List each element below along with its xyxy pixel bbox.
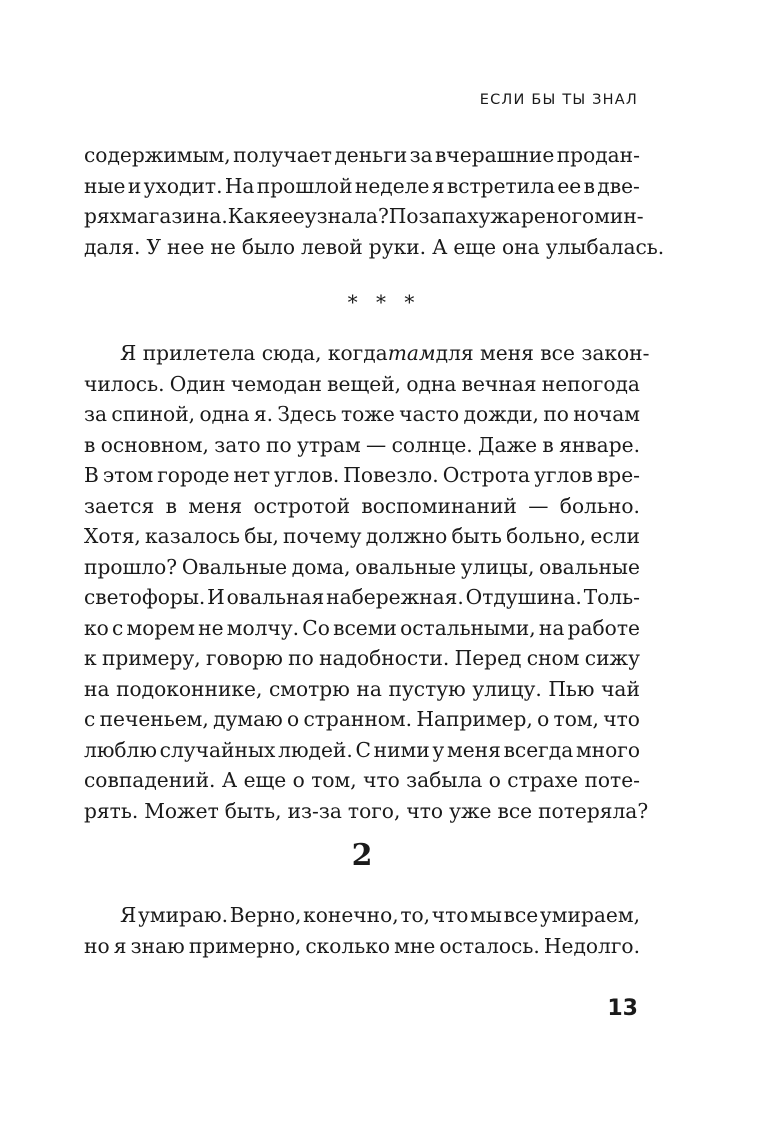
word: на — [84, 676, 110, 701]
text-line — [84, 232, 665, 263]
word: еще — [243, 768, 287, 792]
word: содержимым, — [84, 143, 231, 167]
word: По — [388, 204, 419, 228]
word: надобности. — [319, 646, 450, 670]
word: еще — [453, 234, 497, 259]
word: случайных — [159, 737, 276, 762]
word: я — [431, 173, 445, 198]
word: ко — [84, 615, 109, 640]
word: что — [431, 903, 469, 927]
word: мин- — [594, 204, 644, 228]
word: Может — [144, 798, 219, 823]
text-line — [84, 369, 640, 400]
word: потеряла? — [538, 798, 649, 823]
word: руки. — [368, 234, 427, 259]
word: сколько — [305, 933, 391, 958]
word: зато — [214, 432, 261, 457]
word: думаю — [213, 707, 283, 731]
word: одна — [406, 371, 457, 396]
word: за — [409, 143, 433, 167]
word: того, — [347, 798, 401, 823]
text-line — [84, 552, 640, 583]
word: к — [84, 646, 97, 670]
word: примеру, — [101, 646, 201, 670]
word: казалось — [145, 524, 241, 548]
word: нет — [233, 463, 270, 487]
word: Овальные — [181, 554, 288, 579]
word: всегда — [503, 737, 574, 762]
word: тоже — [340, 402, 395, 426]
word: чемодан — [230, 371, 322, 396]
word: остальными, — [400, 615, 536, 640]
word: нее — [167, 234, 205, 259]
running-header: ЕСЛИ БЫ ТЫ ЗНАЛ — [479, 92, 638, 108]
text-line — [84, 796, 649, 827]
word: Толь- — [583, 585, 640, 609]
word: всеми — [333, 615, 397, 640]
text-line — [84, 900, 640, 931]
text-line — [84, 338, 650, 369]
word: На — [224, 173, 255, 198]
word: поте- — [584, 768, 640, 792]
word: если — [590, 524, 640, 548]
word: встретила — [446, 173, 556, 198]
word: мы — [470, 903, 502, 927]
word: рях — [84, 204, 122, 228]
word: дожди, — [463, 402, 539, 426]
word: в — [583, 173, 595, 198]
word: городе — [157, 463, 230, 487]
word: подоконнике, — [116, 676, 263, 701]
word: спиной, — [111, 402, 196, 426]
word: я — [268, 204, 281, 228]
section-separator: * * * — [347, 290, 421, 314]
word: ночам — [573, 402, 640, 426]
word: о — [537, 707, 550, 731]
word: сижу — [584, 646, 640, 670]
word: даля. — [84, 234, 141, 259]
word: вечная — [461, 371, 537, 396]
word: В — [84, 463, 99, 487]
word: конечно, — [303, 903, 399, 927]
word: меня — [188, 493, 243, 518]
text-line — [84, 140, 640, 171]
word: она — [502, 234, 540, 259]
word: с — [84, 707, 96, 731]
word: солнце. — [391, 432, 473, 457]
word: остротой — [253, 493, 351, 518]
word: у — [432, 737, 445, 762]
word: том, — [311, 768, 357, 792]
word: по — [266, 432, 292, 457]
word: зается — [84, 493, 155, 518]
word: быть, — [224, 798, 282, 823]
word: Со — [302, 615, 330, 640]
word: А — [221, 768, 238, 792]
word: чай — [601, 676, 640, 701]
word: умираем, — [539, 903, 640, 927]
word: примерно, — [188, 933, 302, 958]
text-line — [84, 521, 640, 552]
word: Острота — [442, 463, 531, 487]
word: не — [210, 234, 236, 259]
word: том, — [553, 707, 599, 731]
word: печеньем, — [99, 707, 209, 731]
word: — — [528, 493, 549, 518]
text-span: для меня все закон- — [435, 341, 650, 365]
page-number: 13 — [607, 996, 638, 1021]
word: — — [366, 432, 387, 457]
word: люблю — [84, 737, 157, 762]
word: Перед — [454, 646, 522, 670]
word: о — [292, 768, 305, 792]
word: одна — [199, 402, 250, 426]
word: должно — [365, 524, 448, 548]
text-line — [84, 931, 640, 962]
chapter-number: 2 — [351, 838, 373, 873]
word: по — [543, 402, 569, 426]
word: все — [497, 798, 533, 823]
word: неделе — [354, 173, 430, 198]
paragraph-section — [84, 338, 650, 826]
word: получает — [233, 143, 332, 167]
word: больно, — [506, 524, 587, 548]
word: левой — [301, 234, 363, 259]
word: продан- — [556, 143, 640, 167]
word: о — [287, 707, 300, 731]
word: И — [207, 585, 225, 609]
word: непогода — [541, 371, 640, 396]
word: Недолго. — [543, 933, 640, 958]
word: улицу. — [472, 676, 542, 701]
word: быть — [451, 524, 502, 548]
word: Верно, — [229, 903, 302, 927]
word: морем — [126, 615, 195, 640]
word: меня — [447, 737, 501, 762]
word: овальные — [539, 554, 640, 579]
word: но — [84, 933, 110, 958]
word: деньги — [334, 143, 408, 167]
word: сном — [526, 646, 580, 670]
word: Здесь — [277, 402, 337, 426]
word: я. — [253, 402, 274, 426]
word: говорю — [206, 646, 283, 670]
text-line — [84, 491, 640, 522]
word: людей. — [278, 737, 353, 762]
text-line — [84, 430, 640, 461]
word: по — [288, 646, 314, 670]
text-line — [84, 582, 640, 613]
text-line — [84, 735, 640, 766]
word: Даже — [478, 432, 538, 457]
word: я — [113, 933, 127, 958]
word: за — [84, 402, 108, 426]
text-line — [84, 674, 640, 705]
word: Пью — [548, 676, 595, 701]
word: в — [165, 493, 177, 518]
word: и — [127, 173, 142, 198]
word: Повезло. — [343, 463, 439, 487]
text-line — [84, 765, 640, 796]
word: овальная — [226, 585, 325, 609]
text-line — [84, 399, 640, 430]
word: Я — [120, 903, 137, 927]
word: январе. — [559, 432, 640, 457]
text-line — [84, 643, 640, 674]
word: осталось. — [439, 933, 540, 958]
word: много — [575, 737, 640, 762]
word: то, — [400, 903, 431, 927]
word: жареного — [490, 204, 595, 228]
word: больно. — [559, 493, 640, 518]
word: пустую — [388, 676, 466, 701]
word: смотрю — [268, 676, 350, 701]
word: А — [432, 234, 448, 259]
word: прошлой — [256, 173, 353, 198]
word: что — [363, 768, 400, 792]
word: овальные — [355, 554, 457, 579]
word: узнала? — [304, 204, 389, 228]
word: основном, — [100, 432, 209, 457]
word: ними — [373, 737, 430, 762]
text-line — [84, 171, 640, 202]
word: часто — [399, 402, 460, 426]
word: знаю — [130, 933, 185, 958]
word: запаху — [418, 204, 491, 228]
word: странном. — [303, 707, 413, 731]
word: воспоминаний — [361, 493, 517, 518]
text-line — [84, 201, 644, 232]
text-line — [84, 704, 640, 735]
word: вре- — [596, 463, 640, 487]
word: магазина. — [121, 204, 228, 228]
word: на — [538, 615, 565, 640]
word: углов. — [274, 463, 340, 487]
word: совпадений. — [84, 768, 216, 792]
word: работе — [567, 615, 640, 640]
word: было — [241, 234, 296, 259]
word: все — [503, 903, 539, 927]
word: молчу. — [226, 615, 300, 640]
emphasis-word: там — [387, 341, 436, 365]
word: ее — [280, 204, 305, 228]
word: две- — [597, 173, 640, 198]
word: С — [355, 737, 371, 762]
word: улицы, — [460, 554, 535, 579]
word: уже — [449, 798, 492, 823]
word: дома, — [291, 554, 351, 579]
word: Один — [169, 371, 226, 396]
word: вещей, — [327, 371, 402, 396]
word: мне — [394, 933, 436, 958]
word: прошло? — [84, 554, 178, 579]
word: уходит. — [143, 173, 223, 198]
word: светофоры. — [84, 585, 206, 609]
word: вчерашние — [435, 143, 555, 167]
word: не — [198, 615, 224, 640]
word: страхе — [507, 768, 579, 792]
paragraph-continuation — [84, 140, 665, 262]
word: забыла — [406, 768, 483, 792]
word: из-за — [287, 798, 342, 823]
word: умираю. — [138, 903, 228, 927]
word: что — [406, 798, 444, 823]
word: почему — [283, 524, 362, 548]
text-span: Я прилетела сюда, когда — [120, 341, 388, 365]
word: на — [356, 676, 382, 701]
text-line — [84, 613, 640, 644]
paragraph-chapter-start — [84, 900, 640, 961]
word: о — [488, 768, 501, 792]
text-line — [84, 460, 640, 491]
word: Отдушина. — [465, 585, 582, 609]
word: чилось. — [84, 371, 165, 396]
word: набережная. — [326, 585, 464, 609]
word: в — [84, 432, 96, 457]
word: с — [111, 615, 124, 640]
word: У — [146, 234, 162, 259]
word: рять. — [84, 798, 139, 823]
word: Например, — [416, 707, 533, 731]
word: улыбалась. — [545, 234, 665, 259]
word: этом — [102, 463, 154, 487]
word: утрам — [296, 432, 361, 457]
word: бы, — [244, 524, 279, 548]
word: Хотя, — [84, 524, 141, 548]
word: ные — [84, 173, 126, 198]
word: что — [603, 707, 640, 731]
word: ее — [557, 173, 582, 198]
word: Как — [227, 204, 269, 228]
word: углов — [534, 463, 593, 487]
word: в — [542, 432, 554, 457]
